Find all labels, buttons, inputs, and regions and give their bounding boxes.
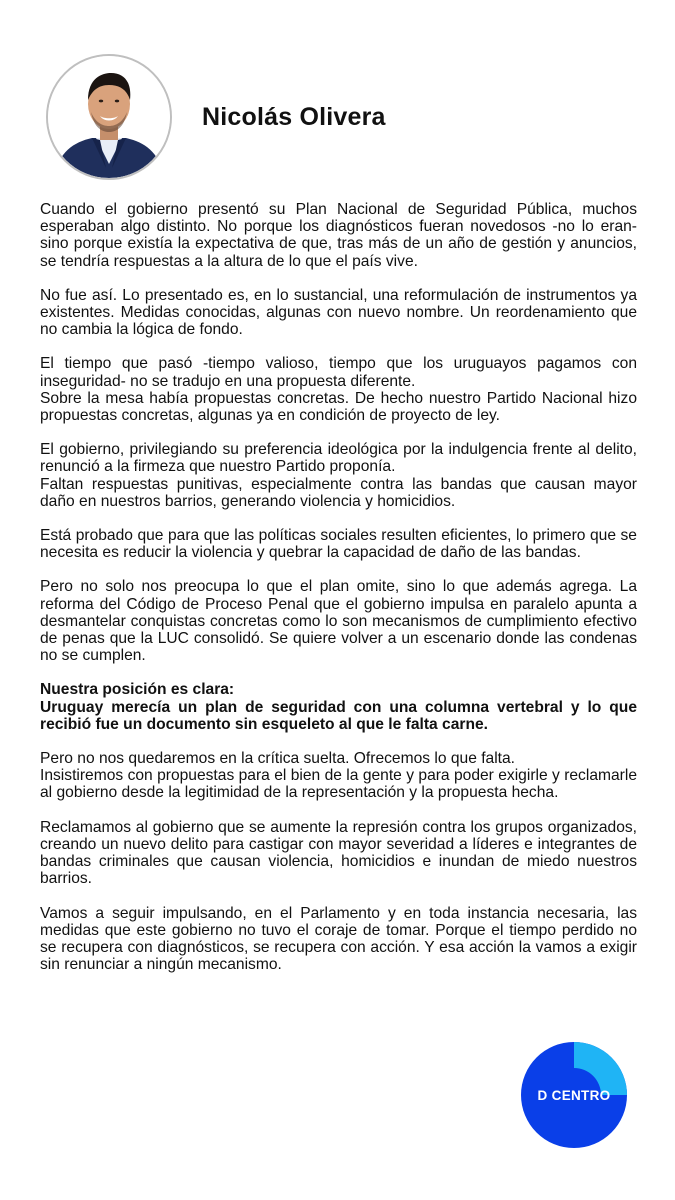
paragraph-line: Reclamamos al gobierno que se aumente la represión contra los grupos organizados, creando un nuevo delito para castigar con mayor severidad a líderes e integrantes de bandas criminales que causan violencia, homicidios e inundan de miedo nuestros barrios. xyxy=(40,818,637,888)
author-name: Nicolás Olivera xyxy=(202,102,386,131)
author-header xyxy=(46,52,386,182)
paragraph-line: Sobre la mesa había propuestas concretas. De hecho nuestro Partido Nacional hizo propuestas concretas, algunas ya en condición de proyecto de ley. xyxy=(40,389,637,425)
article-body xyxy=(40,201,637,990)
paragraph xyxy=(40,441,637,510)
paragraph xyxy=(40,578,637,664)
bold-paragraph xyxy=(40,681,637,733)
d-centro-logo xyxy=(521,1042,627,1148)
paragraph-line: Nuestra posición es clara: xyxy=(40,681,235,699)
paragraph-line: Insistiremos con propuestas para el bien de la gente y para poder exigirle y reclamarle al gobierno desde la legitimidad de la representación y la propuesta hecha. xyxy=(40,767,637,802)
paragraph xyxy=(40,201,637,270)
paragraph xyxy=(40,527,637,561)
avatar xyxy=(46,54,172,180)
paragraph-line: No fue así. Lo presentado es, en lo sustancial, una reformulación de instrumentos ya existentes. Medidas conocidas, algunas con nuevo nombre. Un reordenamiento que no cambia la lógica de fondo. xyxy=(40,286,637,339)
paragraph xyxy=(40,750,637,802)
paragraph xyxy=(40,819,637,888)
paragraph-line: El tiempo que pasó -tiempo valioso, tiempo que los uruguayos pagamos con inseguridad- no se tradujo en una propuesta diferente. xyxy=(40,355,637,390)
paragraph-line: Cuando el gobierno presentó su Plan Nacional de Seguridad Pública, muchos esperaban algo distinto. No porque los diagnósticos fueran novedosos -no lo eran- sino porque existía la expectativa de que, tras más de un año de gestión y anuncios, se tendría respuestas a la altura de lo que el país vive. xyxy=(40,201,637,270)
paragraph xyxy=(40,355,637,424)
paragraph xyxy=(40,287,637,339)
paragraph-line: Pero no solo nos preocupa lo que el plan omite, sino lo que además agrega. La reforma del Código de Proceso Penal que el gobierno impulsa en paralelo apunta a desmantelar conquistas concretas como lo son mecanismos de cumplimiento efectivo de penas que la LUC consolidó. Se quiere volver a un escenario donde las condenas no se cumplen. xyxy=(40,578,637,665)
logo-text: D CENTRO xyxy=(537,1087,611,1103)
paragraph-line: Uruguay merecía un plan de seguridad con una columna vertebral y lo que recibió fue un documento sin esqueleto al que le falta carne. xyxy=(40,698,637,733)
paragraph-line: El gobierno, privilegiando su preferencia ideológica por la indulgencia frente al delito, renunció a la firmeza que nuestro Partido proponía. xyxy=(40,441,637,476)
paragraph-line: Está probado que para que las políticas sociales resulten eficientes, lo primero que se necesita es reducir la violencia y quebrar la capacidad de daño de las bandas. xyxy=(40,527,637,562)
paragraph-line: Vamos a seguir impulsando, en el Parlamento y en toda instancia necesaria, las medidas que este gobierno no tuvo el coraje de tomar. Porque el tiempo perdido no se recupera con diagnósticos, se recupera con acción. Y esa acción la vamos a exigir sin renunciar a ningún mecanismo. xyxy=(40,904,637,974)
paragraph xyxy=(40,905,637,974)
avatar-portrait-image xyxy=(48,56,170,178)
paragraph-line: Faltan respuestas punitivas, especialmente contra las bandas que causan mayor daño en nuestros barrios, generando violencia y homicidios. xyxy=(40,475,637,510)
paragraph-line: Pero no nos quedaremos en la crítica suelta. Ofrecemos lo que falta. xyxy=(40,750,516,768)
